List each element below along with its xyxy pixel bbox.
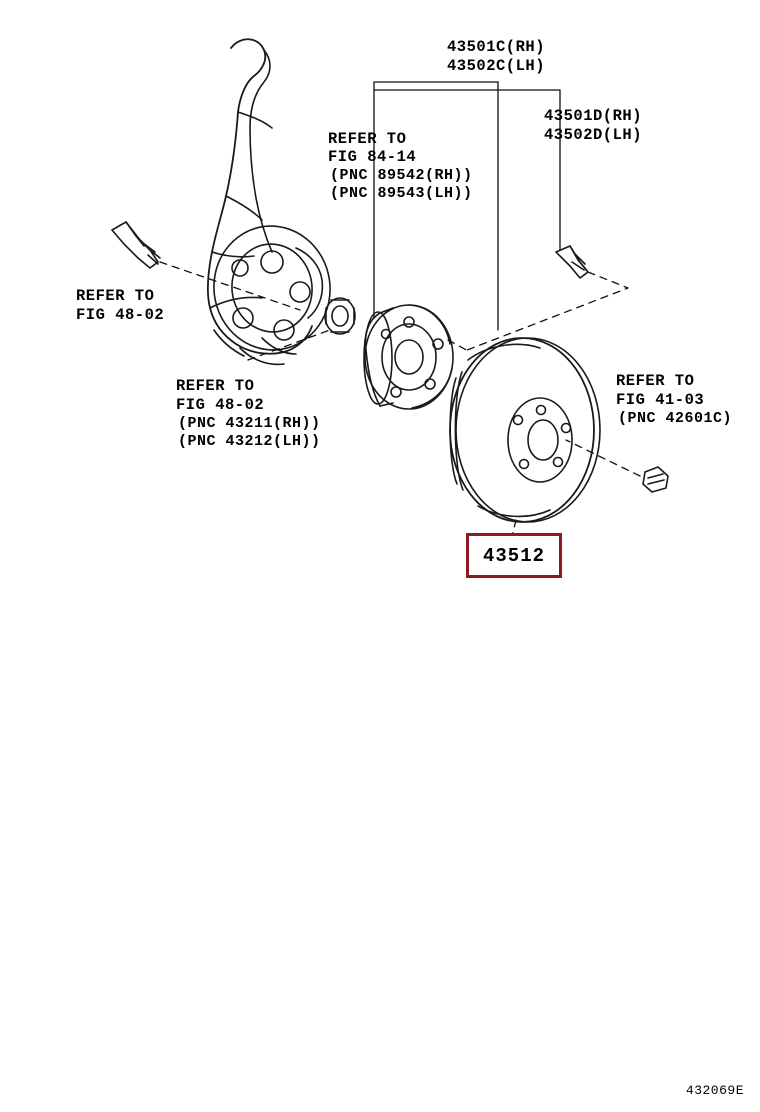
refer-fig-48-02-left-line1: REFER TO [76,287,155,305]
hub-bearing-illustration [364,305,453,409]
steering-knuckle-illustration [206,39,338,364]
highlighted-part-callout[interactable] [466,533,562,578]
refer-fig-48-02-pnc-lh: (PNC 43212(LH)) [178,433,321,450]
left-bolt-illustration [112,222,160,268]
label-43501c: 43501C(RH) [447,38,546,56]
refer-fig-84-14-line1: REFER TO [328,130,407,148]
label-43501d: 43501D(RH) [544,107,643,125]
right-nut-illustration [643,467,668,492]
brake-disc-rotor-illustration [450,338,600,522]
upper-right-bolt-illustration [556,246,588,278]
label-43502d: 43502D(LH) [544,126,643,144]
refer-fig-48-02-knuckle-line1: REFER TO [176,377,255,395]
bearing-ring-illustration [325,298,355,334]
refer-fig-41-03-pnc: (PNC 42601C) [618,410,733,427]
refer-fig-84-14-pnc-lh: (PNC 89543(LH)) [330,185,473,202]
refer-fig-41-03-line1: REFER TO [616,372,695,390]
label-43502c: 43502C(LH) [447,57,546,75]
refer-fig-84-14-pnc-rh: (PNC 89542(RH)) [330,167,473,184]
refer-fig-84-14-line2: FIG 84-14 [328,148,417,166]
figure-code: 432069E [685,1083,744,1098]
refer-fig-41-03-line2: FIG 41-03 [616,391,705,409]
highlighted-part-number: 43512 [482,544,545,567]
refer-fig-48-02-pnc-rh: (PNC 43211(RH)) [178,415,321,432]
refer-fig-48-02-left-line2: FIG 48-02 [76,306,165,324]
refer-fig-48-02-knuckle-line2: FIG 48-02 [176,396,265,414]
